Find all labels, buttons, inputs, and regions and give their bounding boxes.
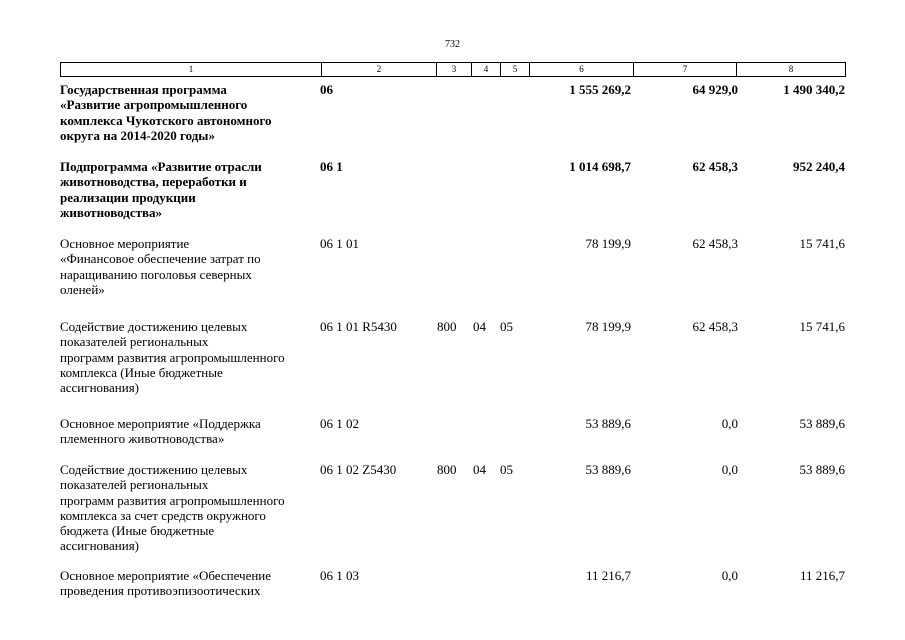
row-subsection: 05: [500, 319, 513, 334]
row-name-line: «Финансовое обеспечение затрат по: [60, 251, 261, 267]
row-amount-regional: 15 741,6: [799, 236, 845, 251]
row-name-line: программ развития агропромышленного: [60, 492, 285, 508]
row-name-line: комплекса за счет средств окружного: [60, 507, 266, 523]
row-amount-regional: 11 216,7: [799, 568, 845, 583]
row-name: [60, 416, 325, 447]
row-subsection: 05: [500, 462, 513, 477]
row-amount-total: 53 889,6: [585, 462, 631, 477]
header-row: [61, 63, 846, 77]
row-target-code: 06 1 03: [320, 568, 359, 583]
row-amount-regional: 53 889,6: [799, 416, 845, 431]
row-amount-total: 11 216,7: [585, 568, 631, 583]
page-number: 732: [445, 39, 460, 50]
row-amount-federal: 0,0: [721, 416, 738, 431]
row-name-line: оленей»: [60, 281, 105, 297]
row-amount-federal: 0,0: [721, 462, 738, 477]
row-amount-regional: 952 240,4: [793, 159, 845, 174]
row-target-code: 06 1 02 Z5430: [320, 462, 397, 477]
row-name-line: «Развитие агропромышленного: [60, 97, 248, 113]
row-name-line: Государственная программа: [60, 82, 227, 97]
header-col-3: 3: [437, 63, 472, 77]
row-amount-total: 78 199,9: [585, 236, 631, 251]
row-target-code: 06 1: [320, 159, 343, 174]
row-amount-federal: 64 929,0: [692, 82, 738, 97]
header-col-6: 6: [530, 63, 634, 77]
row-amount-regional: 53 889,6: [799, 462, 845, 477]
row-name-line: животноводства, переработки и: [60, 174, 247, 190]
row-name-line: округа на 2014-2020 годы»: [60, 127, 215, 143]
header-col-1: 1: [61, 63, 322, 77]
row-amount-total: 53 889,6: [585, 416, 631, 431]
row-name-line: проведения противоэпизоотических: [60, 583, 261, 599]
row-amount-regional: 15 741,6: [799, 319, 845, 334]
row-expense-type: 800: [437, 319, 457, 334]
row-target-code: 06 1 01: [320, 236, 359, 251]
row-amount-total: 1 014 698,7: [569, 159, 631, 174]
row-section: 04: [473, 319, 486, 334]
row-name-line: наращиванию поголовья северных: [60, 266, 252, 282]
header-col-8: 8: [737, 63, 846, 77]
row-section: 04: [473, 462, 486, 477]
row-name-line: комплекса Чукотского автономного: [60, 112, 272, 128]
row-amount-federal: 62 458,3: [692, 236, 738, 251]
row-name-line: показателей региональных: [60, 334, 209, 350]
row-amount-federal: 0,0: [721, 568, 738, 583]
row-name-line: реализации продукции: [60, 189, 196, 205]
row-amount-total: 1 555 269,2: [569, 82, 631, 97]
row-name-line: ассигнования): [60, 380, 140, 396]
column-number-header: [60, 62, 846, 77]
row-amount-regional: 1 490 340,2: [783, 82, 845, 97]
row-name-line: Основное мероприятие «Поддержка: [60, 416, 261, 431]
row-name: [60, 462, 325, 554]
row-target-code: 06 1 02: [320, 416, 359, 431]
row-amount-total: 78 199,9: [585, 319, 631, 334]
row-expense-type: 800: [437, 462, 457, 477]
row-target-code: 06 1 01 R5430: [320, 319, 397, 334]
row-target-code: 06: [320, 82, 333, 97]
header-col-2: 2: [322, 63, 437, 77]
row-name-line: Основное мероприятие: [60, 236, 190, 251]
header-col-7: 7: [634, 63, 737, 77]
row-name: [60, 568, 325, 599]
row-name: [60, 82, 325, 143]
row-name-line: Содействие достижению целевых: [60, 319, 248, 334]
row-name-line: животноводства»: [60, 204, 163, 220]
header-col-4: 4: [472, 63, 501, 77]
row-name-line: комплекса (Иные бюджетные: [60, 364, 223, 380]
row-amount-federal: 62 458,3: [692, 319, 738, 334]
row-name: [60, 236, 325, 297]
row-name-line: бюджета (Иные бюджетные: [60, 523, 215, 539]
row-name-line: племенного животноводства»: [60, 431, 225, 447]
row-name-line: Основное мероприятие «Обеспечение: [60, 568, 272, 583]
row-name-line: программ развития агропромышленного: [60, 349, 285, 365]
row-name-line: Содействие достижению целевых: [60, 462, 248, 477]
row-name-line: ассигнования): [60, 538, 140, 554]
header-col-5: 5: [501, 63, 530, 77]
row-name-line: показателей региональных: [60, 477, 209, 493]
row-name: [60, 159, 325, 220]
row-name-line: Подпрограмма «Развитие отрасли: [60, 159, 262, 174]
row-amount-federal: 62 458,3: [692, 159, 738, 174]
row-name: [60, 319, 325, 395]
